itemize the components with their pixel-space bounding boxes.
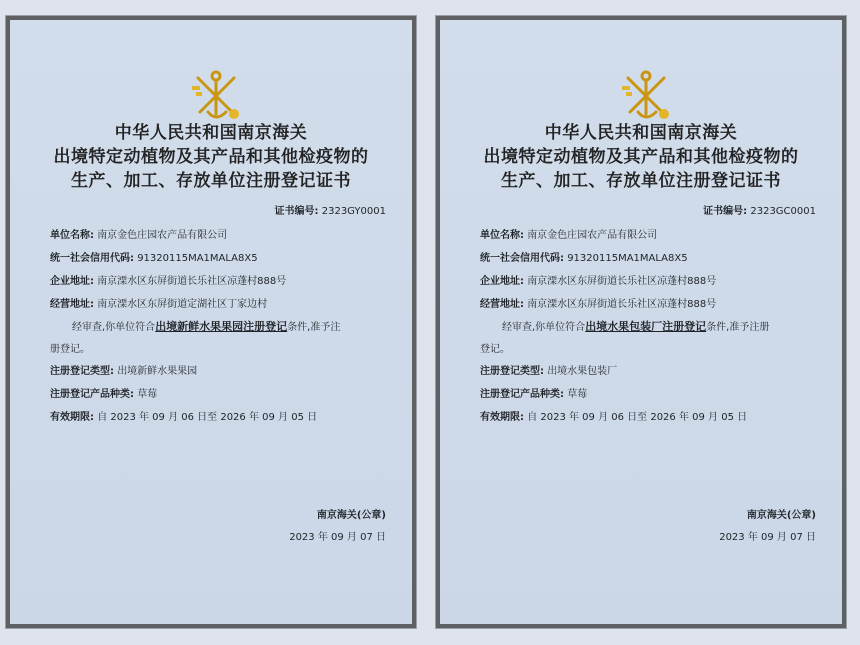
cert-no-value: 2323GC0001 — [750, 206, 816, 217]
credit-code-value: 91320115MA1MALA8X5 — [137, 253, 258, 264]
cert-no-label: 证书编号: — [703, 206, 748, 217]
reg-type-label: 注册登记类型: — [480, 366, 544, 377]
reg-type-row — [50, 362, 197, 377]
review-text-post: 条件,准予注 — [287, 322, 341, 333]
customs-emblem-icon — [616, 66, 676, 126]
credit-code-label: 统一社会信用代码: — [480, 253, 564, 264]
business-address-row — [480, 295, 716, 310]
address-value: 南京溧水区东屏街道长乐社区凉蓬村888号 — [97, 276, 287, 287]
credit-code-row — [480, 249, 688, 264]
reg-type-label: 注册登记类型: — [50, 366, 114, 377]
title-line-1: 中华人民共和国南京海关 — [114, 123, 308, 143]
review-highlight: 出境水果包装厂注册登记 — [585, 320, 707, 333]
validity-label: 有效期限: — [50, 412, 94, 423]
unit-name-label: 单位名称: — [480, 230, 524, 241]
unit-name-value: 南京金色庄园农产品有限公司 — [97, 230, 228, 241]
product-row — [50, 385, 157, 400]
review-highlight: 出境新鲜水果果园注册登记 — [155, 320, 288, 333]
unit-name-row — [50, 226, 227, 241]
cert-no-value: 2323GY0001 — [321, 206, 386, 217]
review-paragraph-line2: 册登记。 — [50, 344, 90, 355]
reg-type-value: 出境新鲜水果果园 — [117, 366, 198, 377]
certificate-number — [275, 202, 386, 217]
business-address-label: 经营地址: — [50, 299, 94, 310]
certificate-left — [6, 16, 416, 628]
validity-row — [480, 408, 747, 423]
validity-value: 自 2023 年 09 月 06 日至 2026 年 09 月 05 日 — [97, 412, 318, 423]
address-label: 企业地址: — [50, 276, 94, 287]
review-paragraph — [72, 318, 340, 334]
reg-type-value: 出境水果包装厂 — [547, 366, 618, 377]
issue-date: 2023 年 09 月 07 日 — [719, 532, 816, 543]
review-text-pre: 经审查,你单位符合 — [72, 322, 156, 333]
address-row — [50, 272, 286, 287]
unit-name-label: 单位名称: — [50, 230, 94, 241]
business-address-value: 南京溧水区东屏街道长乐社区凉蓬村888号 — [527, 299, 717, 310]
business-address-value: 南京溧水区东屏街道定湖社区丁家边村 — [97, 299, 268, 310]
reg-type-row — [480, 362, 617, 377]
title-line-3: 生产、加工、存放单位注册登记证书 — [501, 171, 781, 191]
product-label: 注册登记产品种类: — [50, 389, 134, 400]
review-paragraph-line2: 登记。 — [480, 344, 510, 355]
review-text-post: 条件,准予注册 — [706, 322, 770, 333]
certificate-right — [436, 16, 846, 628]
review-paragraph — [502, 318, 769, 334]
product-row — [480, 385, 587, 400]
address-label: 企业地址: — [480, 276, 524, 287]
unit-name-value: 南京金色庄园农产品有限公司 — [527, 230, 658, 241]
address-value: 南京溧水区东屏街道长乐社区凉蓬村888号 — [527, 276, 717, 287]
cert-no-label: 证书编号: — [274, 206, 319, 217]
validity-row — [50, 408, 317, 423]
certificate-number — [703, 202, 816, 217]
title-line-1: 中华人民共和国南京海关 — [544, 123, 738, 143]
issue-date: 2023 年 09 月 07 日 — [289, 532, 386, 543]
address-row — [480, 272, 716, 287]
customs-emblem-icon — [186, 66, 246, 126]
credit-code-label: 统一社会信用代码: — [50, 253, 134, 264]
issuer-seal: 南京海关(公章) — [316, 510, 386, 521]
product-value: 草莓 — [137, 389, 158, 400]
business-address-label: 经营地址: — [480, 299, 524, 310]
validity-label: 有效期限: — [480, 412, 524, 423]
product-label: 注册登记产品种类: — [480, 389, 564, 400]
validity-value: 自 2023 年 09 月 06 日至 2026 年 09 月 05 日 — [527, 412, 748, 423]
business-address-row — [50, 295, 267, 310]
product-value: 草莓 — [567, 389, 588, 400]
issuer-seal: 南京海关(公章) — [746, 510, 816, 521]
title-line-2: 出境特定动植物及其产品和其他检疫物的 — [483, 147, 799, 167]
title-line-2: 出境特定动植物及其产品和其他检疫物的 — [53, 147, 369, 167]
unit-name-row — [480, 226, 657, 241]
title-line-3: 生产、加工、存放单位注册登记证书 — [71, 171, 351, 191]
credit-code-value: 91320115MA1MALA8X5 — [567, 253, 688, 264]
review-text-pre: 经审查,你单位符合 — [502, 322, 586, 333]
credit-code-row — [50, 249, 258, 264]
